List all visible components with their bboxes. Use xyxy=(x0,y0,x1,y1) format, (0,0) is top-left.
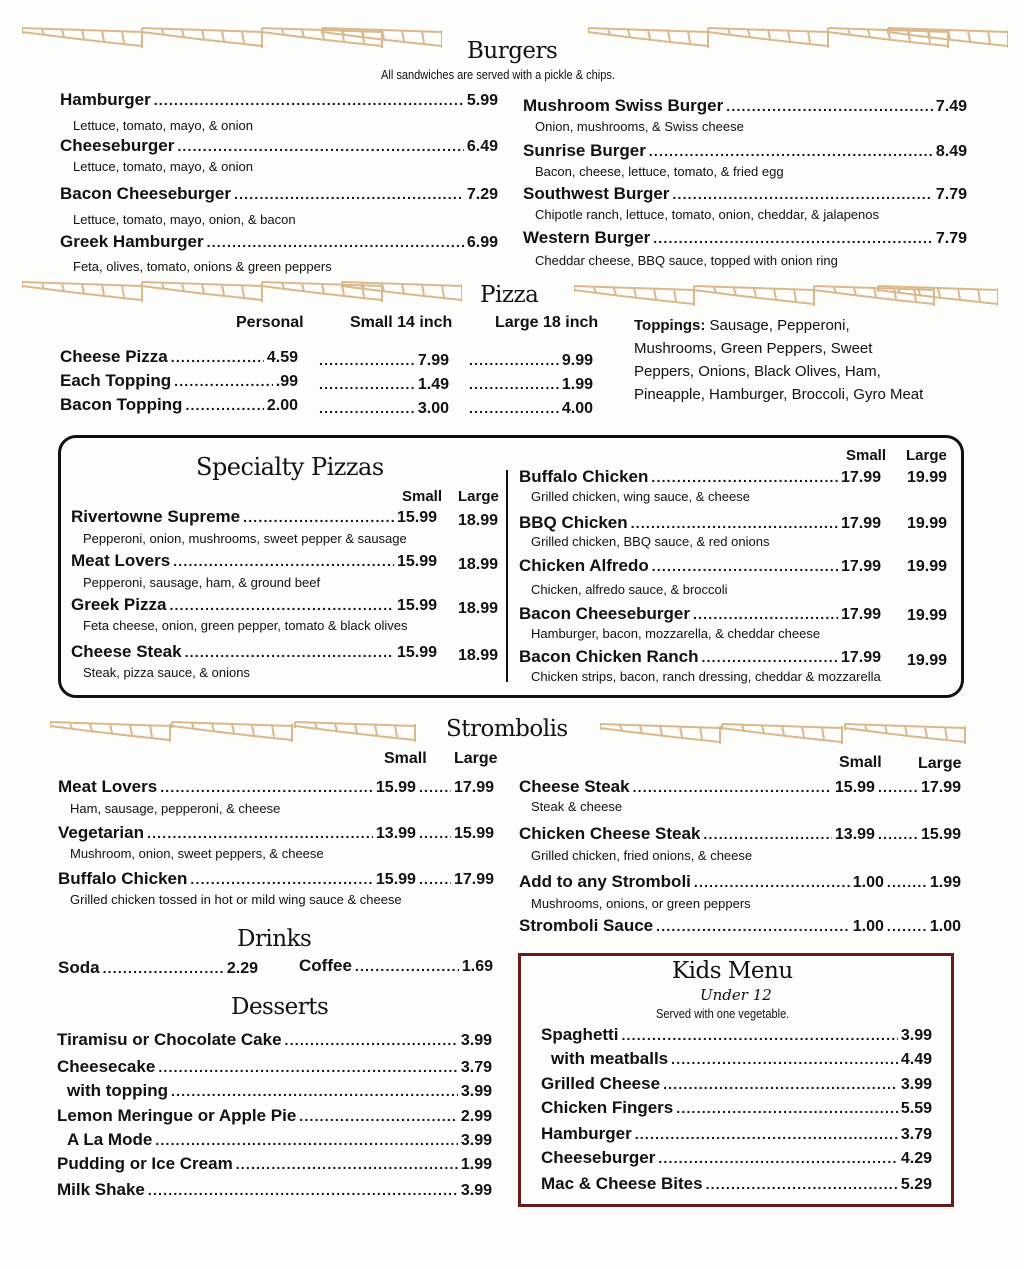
item-desc: Chicken, alfredo sauce, & broccoli xyxy=(531,582,728,597)
item-price: 7.79 xyxy=(935,186,967,203)
menu-item xyxy=(60,232,498,252)
kids-item: Chicken Fingers ..... 5.59 xyxy=(541,1098,932,1118)
menu-item: Buffalo Chicken ..... 15.99 ..... 17.99 xyxy=(58,869,494,889)
item-price-large: 18.99 xyxy=(458,600,499,617)
menu-item: Bacon Chicken Ranch ..... 17.99 xyxy=(519,647,881,667)
item-price: 8.49 xyxy=(935,143,967,160)
item-desc: Onion, mushrooms, & Swiss cheese xyxy=(535,119,744,134)
kids-title: Kids Menu xyxy=(672,958,793,984)
kids-item: Mac & Cheese Bites ..... 5.29 xyxy=(541,1174,932,1194)
drink-item: Soda ..... 2.29 xyxy=(58,958,258,978)
item-price-large: 19.99 xyxy=(907,515,948,532)
pizza-large-price: ..... 9.99 xyxy=(466,352,593,370)
menu-item xyxy=(523,96,967,116)
item-name: Mushroom Swiss Burger xyxy=(523,96,724,115)
item-price: 7.79 xyxy=(935,230,967,247)
item-desc: Bacon, cheese, lettuce, tomato, & fried egg xyxy=(535,164,784,179)
column-header-small: Small xyxy=(846,447,887,464)
item-name: Sunrise Burger xyxy=(523,141,646,160)
desserts-title: Desserts xyxy=(231,994,329,1020)
dessert-item: with topping ..... 3.99 xyxy=(67,1081,492,1101)
item-price-large: 18.99 xyxy=(458,647,499,664)
item-desc: Chicken strips, bacon, ranch dressing, cheddar & mozzarella xyxy=(531,669,881,684)
item-desc: Feta cheese, onion, green pepper, tomato & black olives xyxy=(83,618,408,633)
item-desc: Grilled chicken, wing sauce, & cheese xyxy=(531,489,750,504)
column-header-large: Large 18 inch xyxy=(495,314,599,331)
item-desc: Steak & cheese xyxy=(531,799,623,814)
drinks-title: Drinks xyxy=(237,926,312,952)
menu-item: BBQ Chicken ..... 17.99 xyxy=(519,513,881,533)
item-name: Western Burger xyxy=(523,228,651,247)
column-header-small: Small xyxy=(839,754,882,771)
item-price-large: 19.99 xyxy=(907,469,948,486)
item-desc: Mushrooms, onions, or green peppers xyxy=(531,896,751,911)
kids-subtitle: Under 12 xyxy=(700,986,772,1004)
item-price-large: 19.99 xyxy=(907,607,948,624)
item-desc: Hamburger, bacon, mozzarella, & cheddar cheese xyxy=(531,626,821,641)
specialty-title: Specialty Pizzas xyxy=(196,453,384,481)
menu-item: Chicken Cheese Steak ..... 13.99 ..... 15.99 xyxy=(519,824,961,844)
item-name: Southwest Burger xyxy=(523,184,670,203)
bridge-decoration-right xyxy=(600,722,970,744)
item-desc: Steak, pizza sauce, & onions xyxy=(83,665,250,680)
item-desc: Cheddar cheese, BBQ sauce, topped with onion ring xyxy=(535,253,838,268)
dessert-item: Lemon Meringue or Apple Pie ..... 2.99 xyxy=(57,1106,492,1126)
column-header-small: Small xyxy=(384,750,427,767)
burgers-title: Burgers xyxy=(467,38,558,64)
item-price-large: 19.99 xyxy=(907,558,948,575)
kids-item: with meatballs ..... 4.49 xyxy=(551,1049,932,1069)
column-header-large: Large xyxy=(918,755,962,772)
item-price: 6.49 xyxy=(466,138,498,155)
menu-item xyxy=(60,90,498,110)
column-header-large: Large xyxy=(458,488,499,505)
bridge-decoration-left xyxy=(22,280,462,302)
pizza-large-price: ..... 4.00 xyxy=(466,400,593,418)
item-desc: Feta, olives, tomato, onions & green peppers xyxy=(73,259,332,274)
item-name: Bacon Cheeseburger xyxy=(60,184,231,203)
dessert-item: Pudding or Ice Cream ..... 1.99 xyxy=(57,1154,492,1174)
item-price-large: 18.99 xyxy=(458,556,499,573)
burgers-note: All sandwiches are served with a pickle & chips. xyxy=(381,67,616,82)
menu-item xyxy=(523,184,967,204)
menu-item: Chicken Alfredo ..... 17.99 xyxy=(519,556,881,576)
item-name: Cheeseburger xyxy=(60,136,175,155)
pizza-row: Bacon Topping ..... 2.00 xyxy=(60,395,298,415)
item-price: 7.49 xyxy=(935,98,967,115)
item-price: 5.99 xyxy=(466,92,498,109)
kids-item: Cheeseburger ..... 4.29 xyxy=(541,1148,932,1168)
menu-item: Buffalo Chicken ..... 17.99 xyxy=(519,467,881,487)
dessert-item: Cheesecake ..... 3.79 xyxy=(57,1057,492,1077)
column-header-large: Large xyxy=(906,447,947,464)
item-desc: Grilled chicken, fried onions, & cheese xyxy=(531,848,753,863)
menu-item: Greek Pizza ..... 15.99 xyxy=(71,595,437,615)
dessert-item: Tiramisu or Chocolate Cake ..... 3.99 xyxy=(57,1030,492,1050)
item-name: Greek Hamburger xyxy=(60,232,204,251)
toppings-label: Toppings: xyxy=(634,317,706,334)
item-desc: Lettuce, tomato, mayo, onion, & bacon xyxy=(73,212,296,227)
bridge-decoration-left xyxy=(50,720,420,742)
pizza-row: Each Topping ..... .99 xyxy=(60,371,298,391)
menu-item: Meat Lovers ..... 15.99 xyxy=(71,551,437,571)
item-desc: Pepperoni, sausage, ham, & ground beef xyxy=(83,575,321,590)
item-desc: Grilled chicken tossed in hot or mild wing sauce & cheese xyxy=(70,892,402,907)
dessert-item: A La Mode ..... 3.99 xyxy=(67,1130,492,1150)
item-desc: Chipotle ranch, lettuce, tomato, onion, cheddar, & jalapenos xyxy=(535,207,879,222)
kids-item: Grilled Cheese ..... 3.99 xyxy=(541,1074,932,1094)
menu-item: Rivertowne Supreme ..... 15.99 xyxy=(71,507,437,527)
pizza-title: Pizza xyxy=(480,282,539,308)
toppings-list xyxy=(634,314,924,406)
specialty-divider xyxy=(506,470,508,682)
item-name: Hamburger xyxy=(60,90,151,109)
bridge-decoration-right xyxy=(574,284,998,306)
menu-item xyxy=(523,228,967,248)
kids-item: Hamburger ..... 3.79 xyxy=(541,1124,932,1144)
dessert-item: Milk Shake ..... 3.99 xyxy=(57,1180,492,1200)
kids-item: Spaghetti ..... 3.99 xyxy=(541,1025,932,1045)
menu-item xyxy=(60,136,498,156)
menu-item: Stromboli Sauce ..... 1.00 ..... 1.00 xyxy=(519,916,961,936)
item-desc: Lettuce, tomato, mayo, & onion xyxy=(73,159,253,174)
menu-item: Meat Lovers ..... 15.99 ..... 17.99 xyxy=(58,777,494,797)
column-header-personal: Personal xyxy=(236,314,304,331)
menu-item xyxy=(523,141,967,161)
bridge-decoration-left xyxy=(22,26,442,48)
pizza-small-price: ..... 7.99 xyxy=(316,352,449,370)
column-header-small: Small xyxy=(402,488,443,505)
bridge-decoration-right xyxy=(588,26,1008,48)
toppings-text: Sausage, Pepperoni, Mushrooms, Green Peppers, Sweet Peppers, Onions, Black Olives, Ham, Pineapple, Hamburger, Broccoli, Gyro Meat xyxy=(634,317,924,403)
item-price: 7.29 xyxy=(466,186,498,203)
drink-item: Coffee ..... 1.69 xyxy=(299,956,493,976)
item-price: 6.99 xyxy=(466,234,498,251)
item-desc: Pepperoni, onion, mushrooms, sweet pepper & sausage xyxy=(83,531,407,546)
pizza-row: Cheese Pizza ..... 4.59 xyxy=(60,347,298,367)
column-header-large: Large xyxy=(454,750,498,767)
pizza-small-price: ..... 3.00 xyxy=(316,400,449,418)
item-price-large: 18.99 xyxy=(458,512,499,529)
kids-note: Served with one vegetable. xyxy=(656,1006,790,1021)
pizza-large-price: ..... 1.99 xyxy=(466,376,593,394)
menu-item xyxy=(60,184,498,204)
item-desc: Ham, sausage, pepperoni, & cheese xyxy=(70,801,281,816)
column-header-small: Small 14 inch xyxy=(350,314,453,331)
menu-item: Bacon Cheeseburger ..... 17.99 xyxy=(519,604,881,624)
item-desc: Grilled chicken, BBQ sauce, & red onions xyxy=(531,534,770,549)
pizza-small-price: ..... 1.49 xyxy=(316,376,449,394)
menu-item: Cheese Steak ..... 15.99 ..... 17.99 xyxy=(519,777,961,797)
strombolis-title: Strombolis xyxy=(446,716,568,742)
menu-item: Add to any Stromboli ..... 1.00 ..... 1.99 xyxy=(519,872,961,892)
item-desc: Mushroom, onion, sweet peppers, & cheese xyxy=(70,846,324,861)
item-price-large: 19.99 xyxy=(907,652,948,669)
menu-item: Vegetarian ..... 13.99 ..... 15.99 xyxy=(58,823,494,843)
item-desc: Lettuce, tomato, mayo, & onion xyxy=(73,118,253,133)
menu-item: Cheese Steak ..... 15.99 xyxy=(71,642,437,662)
